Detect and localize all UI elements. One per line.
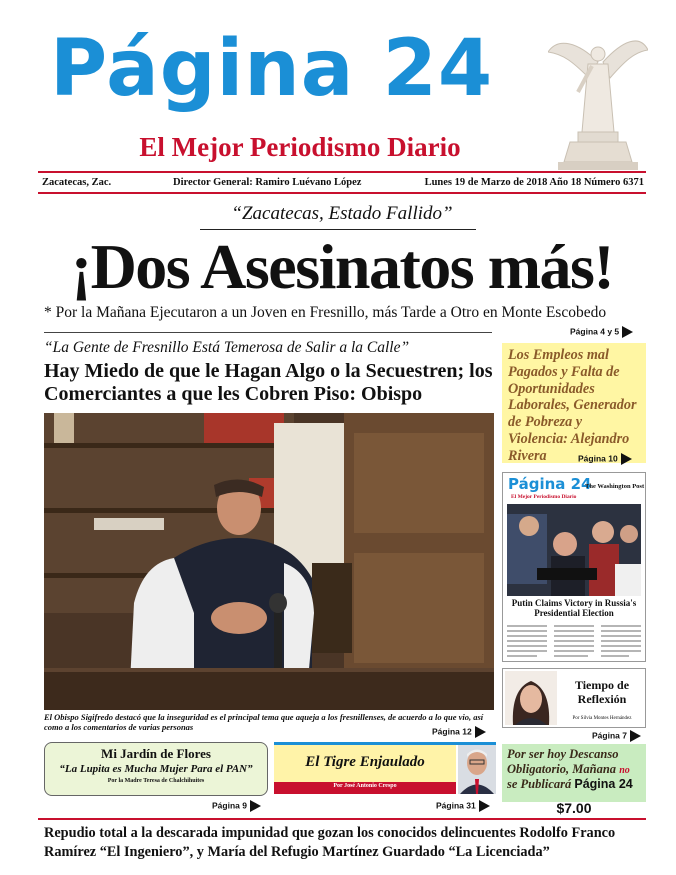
photo-caption: El Obispo Sigifredo destacó que la inseguridad es el principal tema que aqueja a los fresnillenses, de acuerdo a lo que vio, así como a los comentarios de varias personas [44,712,484,733]
notice-no: no [619,764,630,776]
putin-photo [507,504,641,596]
jardin-page-ref[interactable] [212,800,261,812]
arrow-right-icon [622,326,633,338]
subhead-rule [44,332,492,333]
notice-text-mid: se Publicará [507,776,575,791]
bishop-interview-photo [44,413,494,710]
employment-story-box[interactable] [502,343,646,463]
tigre-page-ref-label: Página 31 [436,800,476,811]
insert-slogan: El Mejor Periodismo Diario [511,494,577,500]
location: Zacatecas, Zac. [42,177,112,188]
director: Director General: Ramiro Luévano López [173,177,362,188]
arrow-right-icon [621,453,632,465]
arrow-right-icon [479,800,490,812]
tigre-title: El Tigre Enjaulado [305,754,425,770]
employment-story-text: Los Empleos mal Pagados y Falta de Oportunidades Laborales, Generador de Pobreza y Violencia: Alejandro Rivera [508,347,637,464]
info-line [38,177,646,191]
jardin-title: Mi Jardín de Flores [101,746,211,761]
lead-page-ref-label: Página 4 y 5 [570,326,620,337]
price-label: $7.00 [556,800,592,816]
columnist-portrait [505,671,557,725]
jardin-page-ref-label: Página 9 [212,800,247,811]
reflexion-title: Tiempo de Reflexión [574,678,630,706]
notice-brand: Página 24 [574,776,633,791]
masthead-rule-top [38,171,646,173]
masthead-slogan: El Mejor Periodismo Diario [139,132,461,162]
reflexion-column-box[interactable] [502,668,646,728]
bottom-headline: Repudio total a la descarada impunidad que gozan los conocidos delincuentes Rodolfo Franco Ramírez “El Ingeniero”, y María del Refugio Martínez Guardado “La Licenciada” [44,825,616,860]
tigre-author: Por José Antonio Crespo [333,783,397,789]
masthead-title: Página 24 [50,24,494,114]
tigre-page-ref[interactable] [436,800,490,812]
tigre-columnist-portrait [458,745,496,794]
jardin-subtitle: “La Lupita es Mucha Mujer Para el PAN” [59,763,253,775]
story-headline: Hay Miedo de que le Hagan Algo o la Secuestren; los Comerciantes a que les Cobren Piso: Obispo [44,360,493,405]
publication-notice-box [502,744,646,802]
arrow-right-icon [475,726,486,738]
lead-subhead: * Por la Mañana Ejecutaron a un Joven en Fresnillo, más Tarde a Otro en Monte Escobedo [44,304,607,321]
insert-headline: Putin Claims Victory in Russia's Presidential Election [511,598,637,618]
notice-text-start: Por ser hoy Descanso Obligatorio, Mañana [507,747,620,776]
lead-page-ref[interactable] [570,326,633,338]
jardin-author: Por la Madre Teresa de Chalchihuites [107,778,205,784]
bottom-rule [38,818,646,820]
reflexion-page-ref-label: Página 7 [592,730,627,741]
employment-page-ref-label: Página 10 [578,453,618,464]
washington-post-insert[interactable] [502,472,646,662]
masthead-rule-bottom [38,192,646,194]
jardin-column-box[interactable] [44,742,268,796]
washington-post-logo: The Washington Post [585,483,645,490]
reflexion-author: Por Silvia Montes Hernández [572,716,632,721]
insert-body-text [507,623,641,659]
arrow-right-icon [250,800,261,812]
reflexion-page-ref[interactable] [592,730,641,742]
issue-date: Lunes 19 de Marzo de 2018 Año 18 Número 6371 [424,177,644,188]
insert-masthead: Página 24 [508,475,592,493]
kicker-underline [200,229,476,230]
employment-page-ref[interactable] [578,453,632,465]
story-kicker: “La Gente de Fresnillo Está Temerosa de Salir a la Calle” [44,339,410,356]
tigre-column-box[interactable] [274,742,496,794]
story-page-ref[interactable] [432,726,486,738]
arrow-right-icon [630,730,641,742]
angel-statue-image [548,22,648,172]
story-page-ref-label: Página 12 [432,726,472,737]
lead-kicker: “Zacatecas, Estado Fallido” [231,203,453,224]
publication-notice [507,747,641,791]
main-headline: ¡Dos Asesinatos más! [70,231,614,302]
